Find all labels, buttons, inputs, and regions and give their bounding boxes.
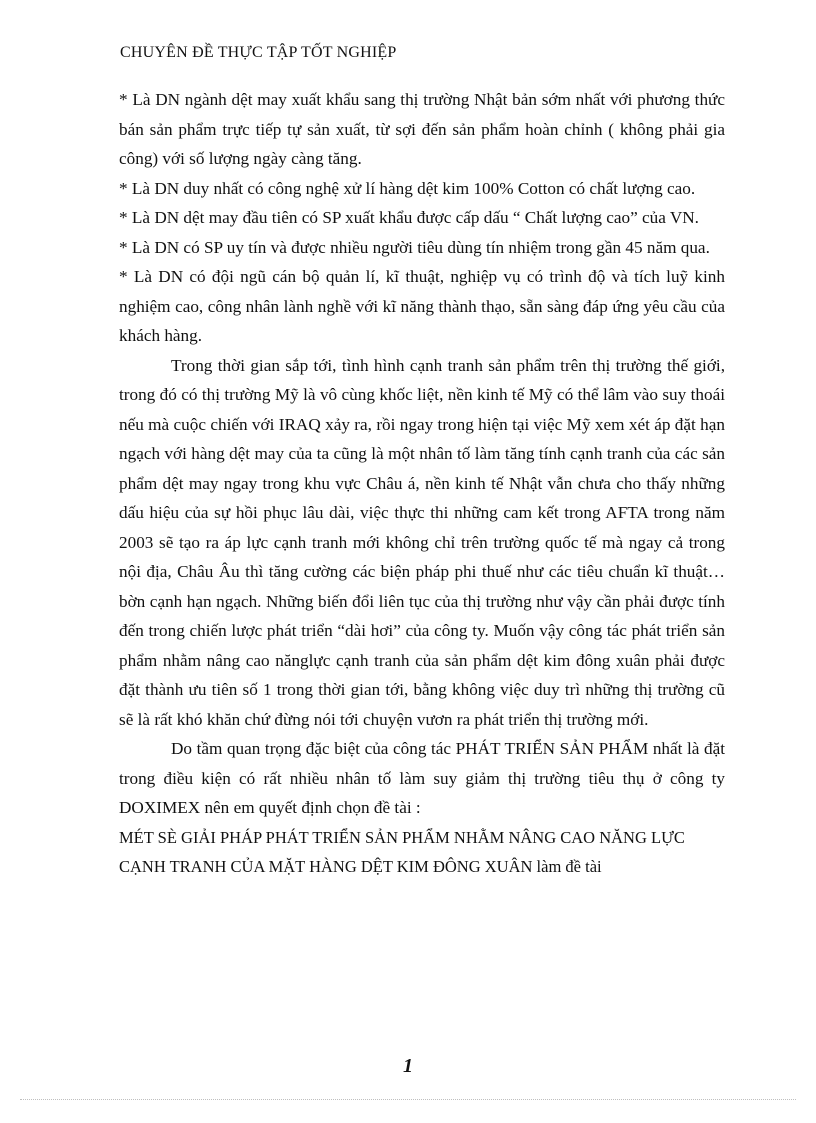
competition-paragraph: Trong thời gian sắp tới, tình hình cạnh tranh sản phẩm trên thị trường thế giới, trong đó có thị trường Mỹ là vô cùng khốc liệt, nền kinh tế Mỹ có thể lâm vào suy thoái nếu mà cuộc chiến với IRAQ xảy ra, rồi ngay trong hiện tại việc Mỹ xem xét áp đặt hạn ngạch với hàng dệt may của ta cũng là một nhân tố làm tăng tính cạnh tranh của các sản phẩm dệt may ngay trong khu vực Châu á, nền kinh tế Nhật vẫn chưa cho thấy những dấu hiệu của sự hồi phục lâu dài, việc thực thi những cam kết trong AFTA trong năm 2003 sẽ tạo ra áp lực cạnh tranh mới không chỉ trên trường quốc tế mà ngay cả trong nội địa, Châu Âu thì tăng cường các biện pháp phi thuế như các tiêu chuẩn kĩ thuật…bờn cạnh hạn ngạch. Những biến đổi liên tục của thị trường như vậy cần phải được tính đến trong chiến lược phát triển “dài hơi” của công ty. Muốn vậy công tác phát triển sản phẩm nhằm nâng cao nănglực cạnh tranh của sản phẩm dệt kim đông xuân phải được đặt thành ưu tiên số 1 trong thời gian tới, bằng không việc duy trì những thị trường cũ sẽ là rất khó khăn chứ đừng nói tới chuyện vươn ra phát triển thị trường mới. xyxy=(119,355,725,729)
topic-title: MÉT SÈ GIẢI PHÁP PHÁT TRIỂN SẢN PHẨM NHẰM NÂNG CAO NĂNG LỰC CẠNH TRANH CỦA MẶT HÀNG DỆT KIM ĐÔNG XUÂN làm đề tài xyxy=(119,827,685,876)
running-header: CHUYÊN ĐỀ THỰC TẬP TỐT NGHIỆP xyxy=(120,44,397,61)
bullet-paragraph-2: * Là DN duy nhất có công nghệ xử lí hàng dệt kim 100% Cotton có chất lượng cao. xyxy=(119,178,696,198)
body-text xyxy=(119,85,725,882)
page-number: 1 xyxy=(403,1055,413,1077)
bullet-paragraph-4: * Là DN có SP uy tín và được nhiều người tiêu dùng tín nhiệm trong gần 45 năm qua. xyxy=(119,237,710,257)
topic-intro-paragraph: Do tầm quan trọng đặc biệt của công tác PHÁT TRIỂN SẢN PHẨM nhất là đặt trong điều kiện có rất nhiều nhân tố làm suy giảm thị trường tiêu thụ ở công ty DOXIMEX nên em quyết định chọn đề tài : xyxy=(119,739,725,817)
bullet-paragraph-1: * Là DN ngành dệt may xuất khẩu sang thị trường Nhật bản sớm nhất với phương thức bán sản phẩm trực tiếp tự sản xuất, từ sợi đến sản phẩm hoàn chỉnh ( không phải gia công) với số lượng ngày càng tăng. xyxy=(119,90,725,168)
bullet-paragraph-3: * Là DN dệt may đầu tiên có SP xuất khẩu được cấp dấu “ Chất lượng cao” của VN. xyxy=(119,208,699,227)
footer-divider xyxy=(20,1099,796,1100)
bullet-paragraph-5: * Là DN có đội ngũ cán bộ quản lí, kĩ thuật, nghiệp vụ có trình độ và tích luỹ kinh nghiệm cao, công nhân lành nghề với kĩ năng thành thạo, sẵn sàng đáp ứng yêu cầu của khách hàng. xyxy=(119,267,725,345)
